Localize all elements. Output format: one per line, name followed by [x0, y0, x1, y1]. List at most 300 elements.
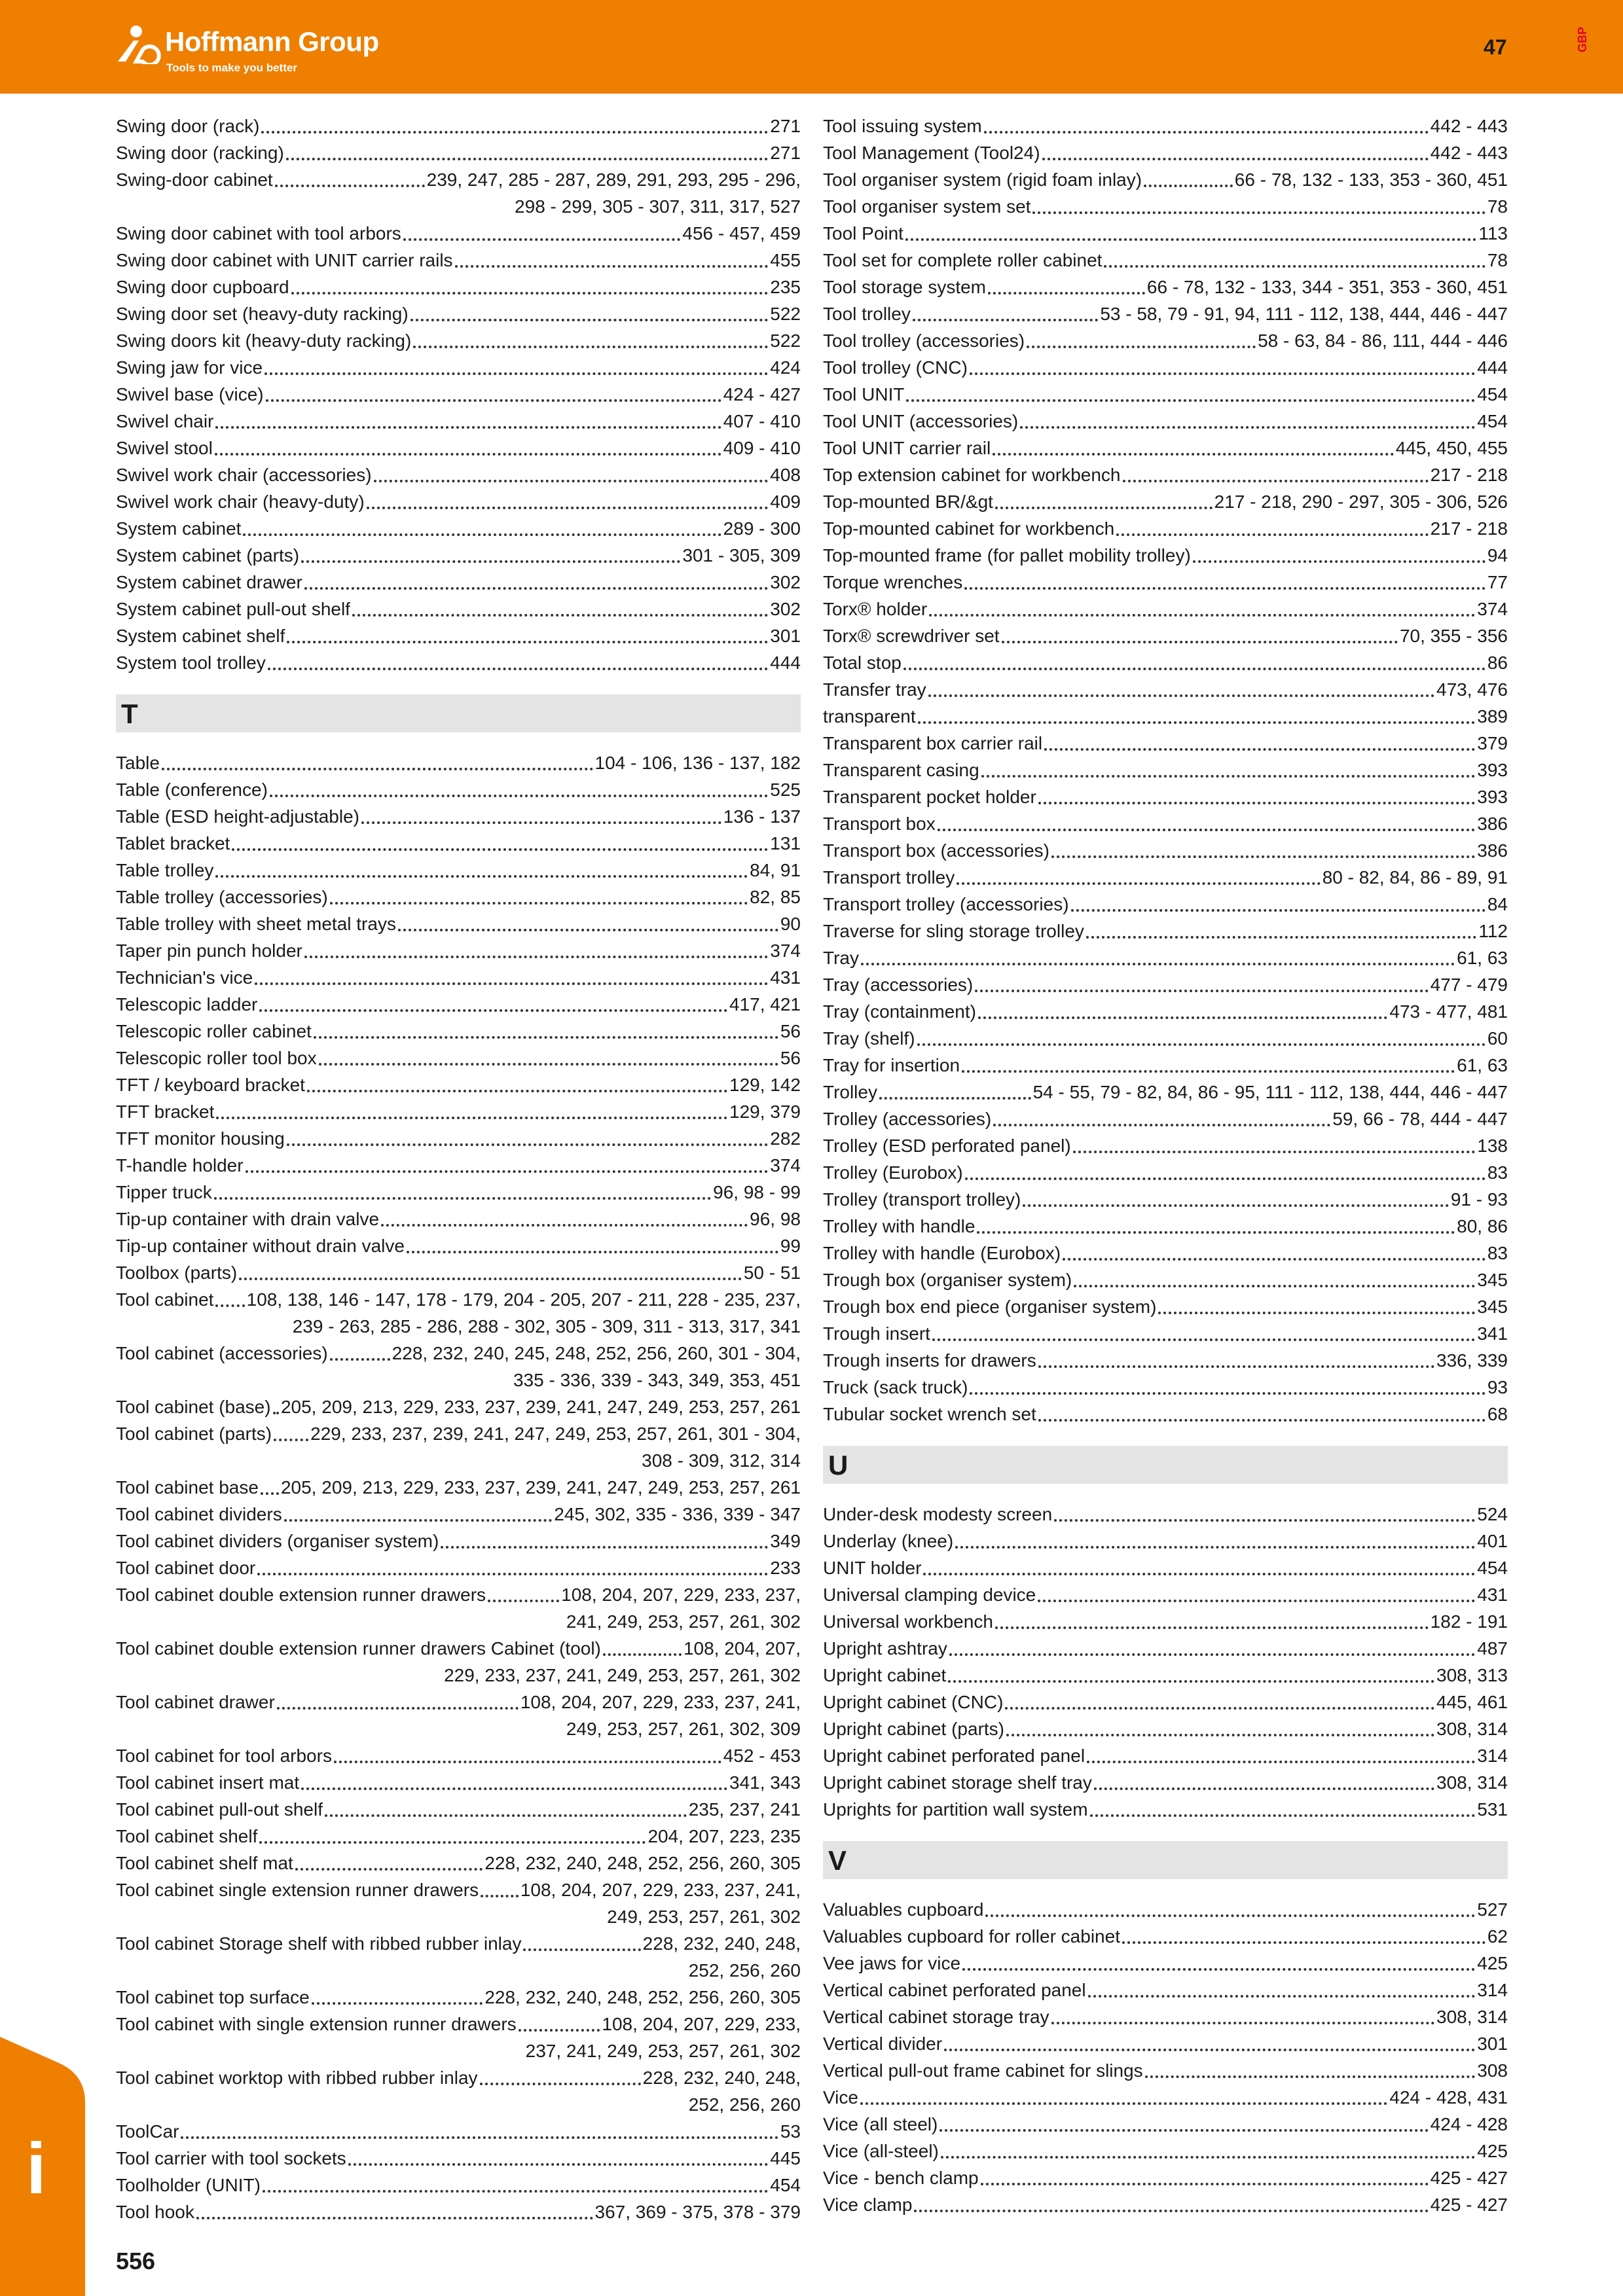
index-term: Tool cabinet for tool arbors — [116, 1746, 332, 1766]
dot-leader — [985, 1905, 1475, 1917]
dot-leader — [1145, 2066, 1476, 2078]
index-term: Vice (all steel) — [823, 2114, 938, 2134]
index-term: Transparent casing — [823, 760, 979, 780]
dot-leader — [905, 229, 1476, 241]
index-pages: 112 — [1478, 921, 1508, 941]
index-entry — [823, 783, 1508, 810]
index-term: Universal workbench — [823, 1611, 993, 1632]
index-pages: 336, 339 — [1436, 1350, 1508, 1371]
index-entry — [116, 1071, 801, 1098]
index-term: Universal clamping device — [823, 1585, 1036, 1605]
index-pages: 91 - 93 — [1450, 1189, 1508, 1210]
dot-leader — [263, 2181, 768, 2193]
index-entry — [116, 1769, 801, 1796]
index-entry — [823, 730, 1508, 757]
index-pages: 302 — [770, 599, 801, 619]
index-pages: 83 — [1487, 1162, 1508, 1183]
index-pages: 61, 63 — [1457, 1055, 1508, 1075]
dot-leader — [932, 1329, 1475, 1341]
dot-leader — [275, 175, 425, 187]
index-pages: 425 — [1477, 1953, 1508, 1973]
index-entry — [823, 220, 1508, 247]
index-term: Upright cabinet storage shelf tray — [823, 1772, 1092, 1793]
index-entry — [823, 1025, 1508, 1052]
index-pages: 228, 232, 240, 248, — [642, 1933, 801, 1954]
dot-leader — [352, 605, 768, 617]
index-pages: 108, 204, 207, 229, 233, 237, — [561, 1585, 801, 1605]
dot-leader — [286, 149, 769, 160]
index-pages: 108, 204, 207, — [683, 1638, 801, 1659]
index-entry — [823, 1715, 1508, 1742]
index-pages: 452 - 453 — [723, 1746, 801, 1766]
index-entry — [823, 1079, 1508, 1105]
index-pages: 431 — [770, 967, 801, 988]
index-pages: 108, 204, 207, 229, 233, 237, 241, — [520, 1692, 801, 1712]
index-pages: 66 - 78, 132 - 133, 353 - 360, 451 — [1234, 170, 1508, 190]
dot-leader — [181, 2127, 778, 2139]
index-entry — [116, 2145, 801, 2172]
index-term: Swivel stool — [116, 438, 213, 458]
index-entry — [823, 1320, 1508, 1347]
index-term: Tool set for complete roller cabinet — [823, 250, 1103, 270]
index-entry — [116, 542, 801, 569]
dot-leader — [398, 920, 778, 931]
dot-leader — [407, 1242, 778, 1253]
index-pages: 431 — [1477, 1585, 1508, 1605]
index-pages: 341, 343 — [729, 1772, 801, 1793]
dot-leader — [975, 980, 1428, 992]
dot-leader — [1071, 900, 1486, 912]
index-term: Swing door set (heavy-duty racking) — [116, 304, 409, 324]
index-entry — [823, 2057, 1508, 2084]
section-letter: U — [828, 1450, 848, 1480]
index-term: Tool trolley (accessories) — [823, 331, 1025, 351]
index-term: Swing door cabinet with tool arbors — [116, 223, 401, 243]
index-entry — [823, 381, 1508, 408]
index-entry — [823, 300, 1508, 327]
index-pages-continued: 252, 256, 260 — [688, 2094, 801, 2115]
dot-leader — [981, 2174, 1429, 2185]
index-pages: 93 — [1487, 1377, 1508, 1397]
dot-leader — [879, 1088, 1031, 1100]
index-pages-continued: 249, 253, 257, 261, 302, 309 — [566, 1719, 801, 1739]
index-entry — [116, 1206, 801, 1232]
index-term: Tray for insertion — [823, 1055, 960, 1075]
index-pages: 96, 98 — [750, 1209, 801, 1229]
dot-leader — [255, 973, 768, 985]
index-term: Tool cabinet double extension runner drawers Cabinet (tool) — [116, 1638, 601, 1659]
index-pages: 62 — [1487, 1926, 1508, 1946]
index-term: Trough box (organiser system) — [823, 1270, 1072, 1290]
index-entry — [116, 857, 801, 884]
index-term: Tool cabinet dividers (organiser system) — [116, 1531, 439, 1551]
index-pages: 308, 314 — [1436, 2007, 1508, 2027]
dot-leader — [334, 1751, 721, 1763]
index-entry — [823, 1347, 1508, 1374]
index-entry — [116, 1420, 801, 1447]
hoffmann-logo-icon — [117, 24, 162, 64]
dot-leader — [903, 658, 1486, 670]
index-entry — [116, 776, 801, 803]
index-pages: 80, 86 — [1457, 1216, 1508, 1236]
index-entry — [116, 1635, 801, 1662]
index-pages: 424 — [770, 357, 801, 378]
index-pages: 424 - 428, 431 — [1389, 2087, 1508, 2108]
index-term: Tool organiser system (rigid foam inlay) — [823, 170, 1142, 190]
index-entry — [823, 1608, 1508, 1635]
index-entry — [823, 891, 1508, 918]
index-pages: 454 — [770, 2175, 801, 2195]
dot-leader — [928, 685, 1434, 697]
index-entry — [823, 515, 1508, 542]
header-bar — [0, 0, 1623, 94]
index-entry — [116, 1501, 801, 1528]
index-term: Swing jaw for vice — [116, 357, 263, 378]
index-pages: 86 — [1487, 653, 1508, 673]
index-term: Tool cabinet shelf mat — [116, 1853, 293, 1873]
dot-leader — [914, 2200, 1428, 2212]
index-entry — [823, 1796, 1508, 1823]
index-pages: 113 — [1478, 223, 1508, 243]
index-term: Vertical pull-out frame cabinet for slings — [823, 2060, 1143, 2081]
index-entry — [823, 1401, 1508, 1427]
index-term: Trough insert — [823, 1323, 930, 1344]
index-pages: 314 — [1477, 1746, 1508, 1766]
index-pages: 393 — [1477, 787, 1508, 807]
dot-leader — [519, 2020, 600, 2032]
index-pages: 374 — [770, 1155, 801, 1175]
index-entry — [823, 649, 1508, 676]
index-entry — [116, 1528, 801, 1554]
index-pages: 531 — [1477, 1799, 1508, 1820]
index-pages: 425 - 427 — [1430, 2168, 1508, 2188]
dot-leader — [413, 336, 768, 348]
index-pages: 308, 314 — [1436, 1772, 1508, 1793]
index-term: Underlay (knee) — [823, 1531, 954, 1551]
index-entry — [116, 1018, 801, 1045]
index-term: Top-mounted cabinet for workbench — [823, 518, 1115, 539]
dot-leader — [1002, 632, 1398, 643]
index-entry — [116, 435, 801, 461]
index-pages-continued: 249, 253, 257, 261, 302 — [607, 1907, 801, 1927]
dot-leader — [977, 1222, 1455, 1234]
index-entry — [116, 113, 801, 139]
index-pages: 54 - 55, 79 - 82, 84, 86 - 95, 111 - 112, 138, 444, 446 - 447 — [1032, 1082, 1508, 1102]
dot-leader — [314, 1027, 778, 1039]
dot-leader — [284, 1510, 553, 1522]
index-entry — [823, 274, 1508, 300]
index-entry — [116, 488, 801, 515]
dot-leader — [1063, 1249, 1486, 1261]
dot-leader — [1051, 846, 1475, 858]
index-term: Tip-up container without drain valve — [116, 1236, 405, 1256]
index-pages: 444 — [1477, 357, 1508, 378]
index-pages: 90 — [780, 914, 801, 934]
index-entry — [116, 1581, 801, 1608]
index-term: Swivel work chair (accessories) — [116, 465, 372, 485]
dot-leader — [361, 812, 721, 824]
index-entry — [116, 1742, 801, 1769]
index-entry — [823, 864, 1508, 891]
index-term: Tool trolley — [823, 304, 911, 324]
dot-leader — [304, 578, 768, 590]
index-term: Torx® screwdriver set — [823, 626, 1000, 646]
index-pages: 56 — [780, 1048, 801, 1068]
dot-leader — [1088, 1986, 1476, 1998]
index-entry — [116, 596, 801, 622]
dot-leader — [1090, 1805, 1476, 1817]
index-entry — [116, 910, 801, 937]
index-term: Transport box — [823, 814, 936, 834]
dot-leader — [993, 1115, 1330, 1126]
index-entry — [823, 2030, 1508, 2057]
dot-leader — [918, 712, 1476, 724]
index-pages: 401 — [1477, 1531, 1508, 1551]
index-pages: 374 — [770, 941, 801, 961]
index-term: System cabinet shelf — [116, 626, 285, 646]
index-entry — [823, 408, 1508, 435]
dot-leader — [367, 497, 769, 509]
index-term: Trough inserts for drawers — [823, 1350, 1036, 1371]
index-entry — [116, 2172, 801, 2198]
index-pages: 445 — [770, 2148, 801, 2168]
dot-leader — [239, 1268, 742, 1280]
index-term: Trough box end piece (organiser system) — [823, 1297, 1157, 1317]
index-entry — [116, 803, 801, 830]
dot-leader — [1038, 1356, 1434, 1368]
index-entry — [116, 1340, 801, 1367]
dot-leader — [287, 1134, 768, 1146]
index-term: Tool cabinet door — [116, 1558, 256, 1578]
index-pages: 525 — [770, 780, 801, 800]
index-pages: 301 — [770, 626, 801, 646]
index-pages: 522 — [770, 331, 801, 351]
dot-leader — [860, 2093, 1387, 2105]
index-pages: 96, 98 - 99 — [713, 1182, 801, 1202]
index-entry — [116, 1393, 801, 1420]
index-term: Tool cabinet single extension runner drawers — [116, 1880, 479, 1900]
index-term: Tray — [823, 948, 859, 968]
index-pages: 68 — [1487, 1404, 1508, 1424]
index-term: System cabinet (parts) — [116, 545, 300, 565]
index-term: Valuables cupboard — [823, 1899, 984, 1920]
index-term: Tool carrier with tool sockets — [116, 2148, 346, 2168]
index-term: Tip-up container with drain valve — [116, 1209, 380, 1229]
brand-logo[interactable] — [117, 24, 418, 82]
index-entry — [823, 1105, 1508, 1132]
dot-leader — [261, 1483, 279, 1495]
index-entry — [823, 327, 1508, 354]
index-entry — [823, 1528, 1508, 1554]
index-pages-continued: 308 - 309, 312, 314 — [642, 1450, 801, 1471]
dot-leader — [962, 1959, 1475, 1971]
index-term: Vertical cabinet storage tray — [823, 2007, 1049, 2027]
dot-leader — [196, 2208, 593, 2219]
index-pages: 302 — [770, 572, 801, 592]
dot-leader — [1123, 471, 1429, 482]
index-entry — [823, 837, 1508, 864]
dot-leader — [232, 839, 768, 851]
dot-leader — [1038, 1590, 1475, 1602]
index-entry — [823, 569, 1508, 596]
index-term: Tool UNIT (accessories) — [823, 411, 1019, 431]
dot-leader — [215, 444, 721, 456]
dot-leader — [1051, 2013, 1434, 2024]
index-term: Tool cabinet Storage shelf with ribbed rubber inlay — [116, 1933, 522, 1954]
index-entry — [116, 1125, 801, 1152]
index-entry — [116, 1689, 801, 1715]
index-pages: 228, 232, 240, 248, 252, 256, 260, 305 — [484, 1853, 801, 1873]
index-entry — [116, 1232, 801, 1259]
section-letter: T — [121, 698, 138, 729]
index-pages: 131 — [770, 833, 801, 853]
index-pages: 108, 138, 146 - 147, 178 - 179, 204 - 205, 207 - 211, 228 - 235, 237, — [246, 1289, 801, 1310]
dot-leader — [906, 390, 1475, 402]
index-entry — [823, 1186, 1508, 1213]
index-entry — [116, 461, 801, 488]
index-entry — [116, 381, 801, 408]
index-term: Tool Management (Tool24) — [823, 143, 1040, 163]
index-pages: 425 - 427 — [1430, 2195, 1508, 2215]
dot-leader — [1023, 1195, 1448, 1207]
dot-leader — [287, 632, 768, 643]
brand-name: Hoffmann Group — [165, 26, 379, 57]
index-pages: 129, 142 — [729, 1075, 801, 1095]
dot-leader — [480, 2073, 641, 2085]
index-pages: 314 — [1477, 1980, 1508, 2000]
index-term: Upright cabinet (CNC) — [823, 1692, 1004, 1712]
index-entry — [823, 703, 1508, 730]
index-pages: 454 — [1477, 411, 1508, 431]
dot-leader — [984, 122, 1429, 134]
index-term: Top extension cabinet for workbench — [823, 465, 1121, 485]
index-term: Vertical divider — [823, 2034, 943, 2054]
index-entry — [823, 622, 1508, 649]
index-pages: 444 — [770, 653, 801, 673]
index-entry — [116, 649, 801, 676]
index-entry — [823, 354, 1508, 381]
index-entry — [116, 2011, 801, 2037]
index-entry — [116, 1930, 801, 1957]
index-entry — [116, 937, 801, 964]
index-entry — [823, 1374, 1508, 1401]
dot-leader — [488, 1590, 559, 1602]
index-pages-continued: 335 - 336, 339 - 343, 349, 353, 451 — [513, 1370, 801, 1390]
language-code: GBP — [1576, 26, 1590, 53]
index-term: Tool cabinet insert mat — [116, 1772, 300, 1793]
index-term: Transfer tray — [823, 679, 926, 700]
index-term: Table (ESD height-adjustable) — [116, 806, 359, 827]
index-entry — [116, 1152, 801, 1179]
index-term: Tool issuing system — [823, 116, 982, 136]
index-entry — [823, 1293, 1508, 1320]
index-term: Tool cabinet (accessories) — [116, 1343, 328, 1363]
index-term: Taper pin punch holder — [116, 941, 302, 961]
index-entry — [823, 139, 1508, 166]
index-pages: 217 - 218 — [1430, 465, 1508, 485]
index-pages: 204, 207, 223, 235 — [647, 1826, 801, 1846]
index-term: Torx® holder — [823, 599, 928, 619]
index-entry — [116, 515, 801, 542]
index-pages-continued: 237, 241, 249, 253, 257, 261, 302 — [525, 2041, 801, 2061]
index-pages: 60 — [1487, 1028, 1508, 1049]
dot-leader — [1086, 927, 1476, 939]
index-pages-continued: 298 - 299, 305 - 307, 311, 317, 527 — [515, 196, 801, 217]
index-term: System tool trolley — [116, 653, 266, 673]
index-pages: 345 — [1477, 1297, 1508, 1317]
dot-leader — [270, 785, 768, 797]
index-entry — [823, 676, 1508, 703]
index-pages: 367, 369 - 375, 378 - 379 — [594, 2202, 801, 2222]
index-term: Tool cabinet drawer — [116, 1692, 275, 1712]
section-letter: V — [828, 1845, 847, 1876]
dot-leader — [941, 2147, 1475, 2159]
index-term: Tipper truck — [116, 1182, 212, 1202]
dot-leader — [1006, 1725, 1434, 1736]
index-term: TFT bracket — [116, 1102, 215, 1122]
index-pages: 70, 355 - 356 — [1399, 626, 1508, 646]
dot-leader — [978, 1007, 1387, 1019]
index-term: ToolCar — [116, 2121, 179, 2142]
index-pages: 389 — [1477, 706, 1508, 726]
index-pages: 235, 237, 241 — [688, 1799, 801, 1820]
index-pages: 425 — [1477, 2141, 1508, 2161]
index-entry — [823, 488, 1508, 515]
brand-tagline: Tools to make you better — [166, 62, 297, 74]
index-term: T-handle holder — [116, 1155, 244, 1175]
index-pages: 301 — [1477, 2034, 1508, 2054]
index-pages: 108, 204, 207, 229, 233, 237, 241, — [520, 1880, 801, 1900]
dot-leader — [993, 444, 1394, 456]
dot-leader — [964, 578, 1486, 590]
index-pages: 409 — [770, 492, 801, 512]
dot-leader — [1104, 256, 1485, 268]
index-entry — [116, 569, 801, 596]
dot-leader — [917, 1034, 1486, 1046]
index-pages: 245, 302, 335 - 336, 339 - 347 — [554, 1504, 801, 1524]
index-entry — [116, 830, 801, 857]
dot-leader — [939, 2120, 1428, 2132]
dot-leader — [970, 363, 1475, 375]
index-entry — [823, 1554, 1508, 1581]
index-term: Tool hook — [116, 2202, 194, 2222]
index-pages: 408 — [770, 465, 801, 485]
dot-leader — [312, 1993, 483, 2005]
index-term: Top-mounted frame (for pallet mobility trolley) — [823, 545, 1191, 565]
index-term: Table (conference) — [116, 780, 268, 800]
index-entry — [116, 749, 801, 776]
index-entry — [823, 1742, 1508, 1769]
dot-leader — [995, 1617, 1429, 1629]
dot-leader — [325, 1805, 687, 1817]
index-pages: 205, 209, 213, 229, 233, 237, 239, 241, 247, 249, 253, 257, 261 — [280, 1477, 801, 1498]
index-term: Tool cabinet (parts) — [116, 1424, 272, 1444]
index-pages: 182 - 191 — [1430, 1611, 1508, 1632]
index-pages: 442 - 443 — [1430, 143, 1508, 163]
index-term: Upright cabinet perforated panel — [823, 1746, 1085, 1766]
index-pages: 217 - 218 — [1430, 518, 1508, 539]
index-term: Toolholder (UNIT) — [116, 2175, 261, 2195]
index-term: Tool cabinet — [116, 1289, 214, 1310]
index-entry — [823, 2164, 1508, 2191]
dot-leader — [929, 605, 1475, 617]
index-entry — [823, 2138, 1508, 2164]
dot-leader — [259, 1832, 646, 1844]
dot-leader — [246, 1161, 769, 1173]
index-entry — [116, 220, 801, 247]
index-entry — [823, 757, 1508, 783]
index-term: Trolley — [823, 1082, 877, 1102]
